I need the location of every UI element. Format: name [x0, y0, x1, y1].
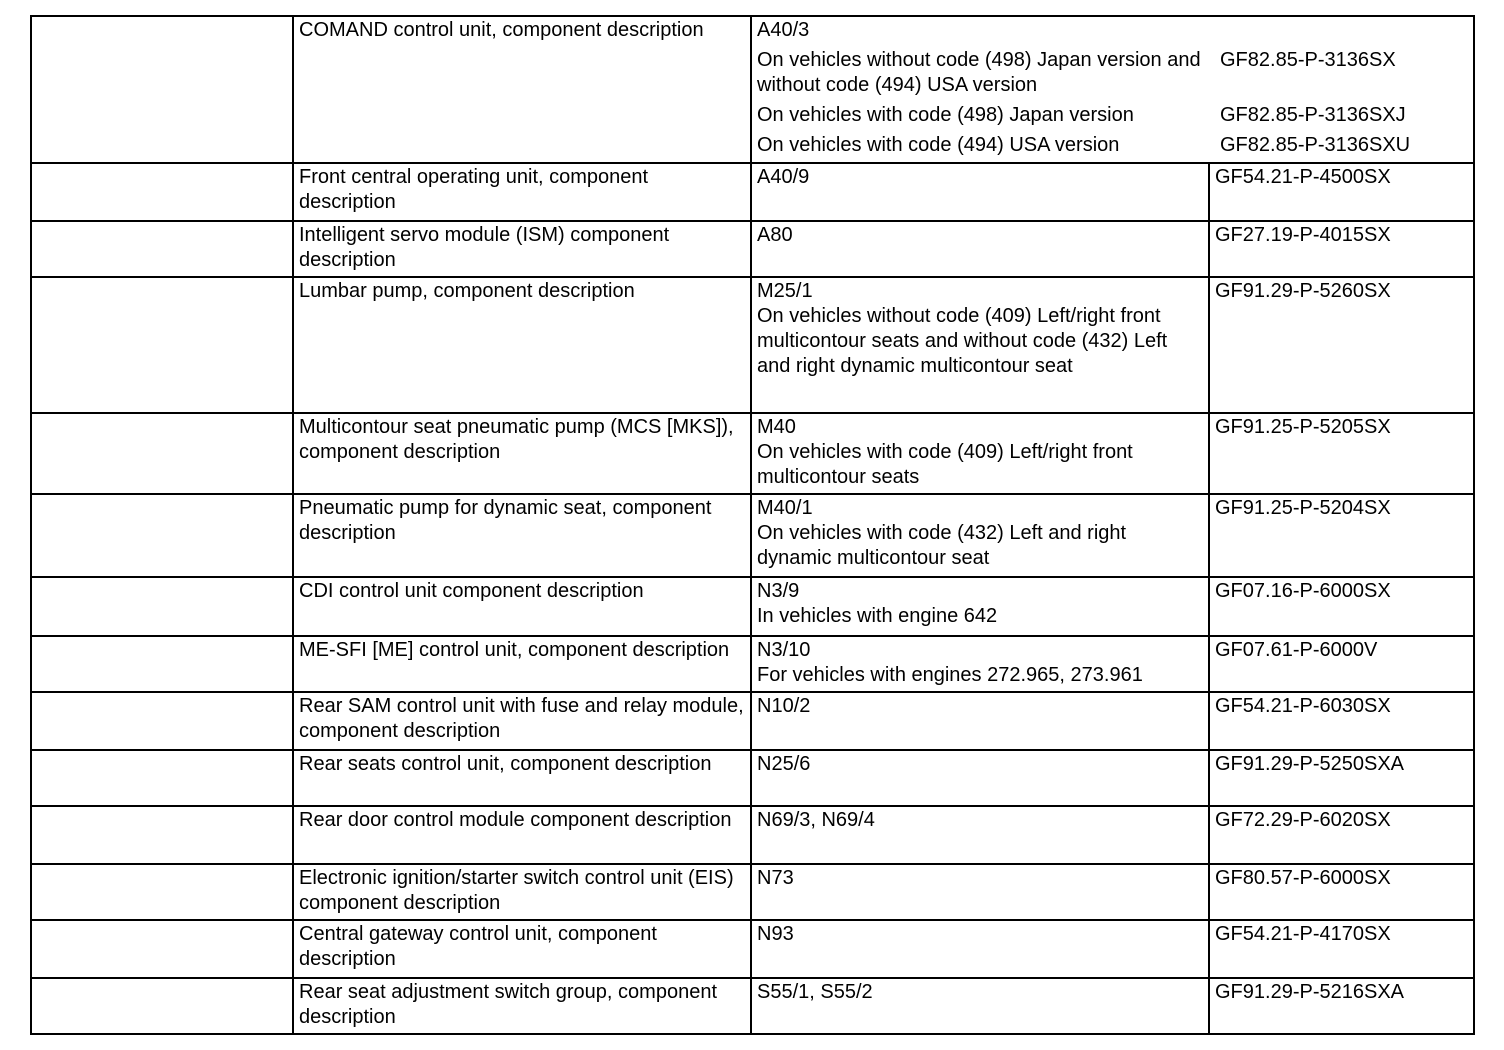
code-cell [751, 221, 1209, 277]
document-reference-link[interactable]: GF54.21-P-4170SX [1209, 920, 1474, 978]
table-row [31, 16, 1474, 163]
document-reference-link[interactable]: GF82.85-P-3136SXJ [1220, 104, 1406, 126]
code-cell [751, 163, 1209, 221]
document-reference-link[interactable]: GF82.85-P-3136SX [1220, 49, 1396, 71]
table-row [31, 920, 1474, 978]
document-reference-link[interactable]: GF80.57-P-6000SX [1209, 864, 1474, 920]
blank-cell [31, 978, 293, 1034]
table-row [31, 636, 1474, 692]
component-description: Rear seats control unit, component description [293, 750, 751, 806]
component-code: N3/10 [757, 639, 811, 661]
component-description: Central gateway control unit, component description [293, 920, 751, 978]
component-code: N73 [757, 867, 794, 889]
component-description: Rear SAM control unit with fuse and relay module, component description [293, 692, 751, 750]
variant-condition: On vehicles with code (498) Japan version [757, 104, 1134, 126]
variant-row [757, 133, 1473, 158]
blank-cell [31, 577, 293, 636]
code-cell [751, 636, 1209, 692]
code-cell [751, 920, 1209, 978]
blank-cell [31, 692, 293, 750]
blank-cell [31, 636, 293, 692]
component-code: N3/9 [757, 580, 800, 602]
table-row [31, 806, 1474, 864]
document-reference-link[interactable]: GF54.21-P-4500SX [1209, 163, 1474, 221]
component-code: N25/6 [757, 753, 811, 775]
variant-row [757, 48, 1473, 98]
table-row [31, 864, 1474, 920]
blank-cell [31, 864, 293, 920]
code-cell [751, 277, 1209, 413]
code-cell [751, 413, 1209, 494]
component-description: Rear door control module component description [293, 806, 751, 864]
blank-cell [31, 750, 293, 806]
component-code: A40/3 [757, 19, 810, 41]
code-cell [751, 806, 1209, 864]
blank-cell [31, 221, 293, 277]
document-reference-link[interactable]: GF91.25-P-5205SX [1209, 413, 1474, 494]
document-reference-link[interactable]: GF27.19-P-4015SX [1209, 221, 1474, 277]
component-description: Rear seat adjustment switch group, component description [293, 978, 751, 1034]
table-row [31, 577, 1474, 636]
blank-cell [31, 806, 293, 864]
variant-condition: On vehicles with code (494) USA version [757, 134, 1120, 156]
table-row [31, 221, 1474, 277]
component-note: In vehicles with engine 642 [757, 605, 998, 627]
component-code: M25/1 [757, 280, 813, 302]
component-description: Lumbar pump, component description [293, 277, 751, 413]
component-table [30, 15, 1475, 1035]
component-code: M40/1 [757, 497, 813, 519]
blank-cell [31, 413, 293, 494]
variant-row [757, 103, 1473, 128]
component-description: Pneumatic pump for dynamic seat, component description [293, 494, 751, 577]
component-code: N93 [757, 923, 794, 945]
table-row [31, 413, 1474, 494]
code-cell [751, 577, 1209, 636]
component-note: On vehicles with code (409) Left/right front multicontour seats [757, 441, 1133, 488]
component-code: A80 [757, 224, 793, 246]
variant-cell [751, 16, 1474, 163]
variant-condition: On vehicles without code (498) Japan version and without code (494) USA version [757, 49, 1201, 96]
blank-cell [31, 163, 293, 221]
blank-cell [31, 16, 293, 163]
component-description: Front central operating unit, component description [293, 163, 751, 221]
code-cell [751, 494, 1209, 577]
component-description: ME-SFI [ME] control unit, component description [293, 636, 751, 692]
table-row [31, 494, 1474, 577]
code-cell [751, 978, 1209, 1034]
code-cell [751, 750, 1209, 806]
table-row [31, 978, 1474, 1034]
document-reference-link[interactable]: GF07.16-P-6000SX [1209, 577, 1474, 636]
component-code: N69/3, N69/4 [757, 809, 875, 831]
component-description: Intelligent servo module (ISM) component description [293, 221, 751, 277]
component-description: Electronic ignition/starter switch control unit (EIS) component description [293, 864, 751, 920]
table-row [31, 750, 1474, 806]
document-reference-link[interactable]: GF54.21-P-6030SX [1209, 692, 1474, 750]
table-row [31, 277, 1474, 413]
component-note: For vehicles with engines 272.965, 273.961 [757, 664, 1143, 686]
component-code: S55/1, S55/2 [757, 981, 873, 1003]
code-cell [751, 864, 1209, 920]
component-code: N10/2 [757, 695, 811, 717]
document-reference-link[interactable]: GF72.29-P-6020SX [1209, 806, 1474, 864]
blank-cell [31, 277, 293, 413]
component-description: COMAND control unit, component description [293, 16, 751, 163]
document-reference-link[interactable]: GF91.29-P-5216SXA [1209, 978, 1474, 1034]
component-note: On vehicles with code (432) Left and right dynamic multicontour seat [757, 522, 1127, 569]
component-description: CDI control unit component description [293, 577, 751, 636]
document-reference-link[interactable]: GF07.61-P-6000V [1209, 636, 1474, 692]
document-reference-link[interactable]: GF91.25-P-5204SX [1209, 494, 1474, 577]
component-note: On vehicles without code (409) Left/right front multicontour seats and without code (432) Left and right dynamic multicontour seat [757, 305, 1168, 377]
table-row [31, 692, 1474, 750]
document-reference-link[interactable]: GF82.85-P-3136SXU [1220, 134, 1411, 156]
table-row [31, 163, 1474, 221]
document-reference-link[interactable]: GF91.29-P-5250SXA [1209, 750, 1474, 806]
component-code: M40 [757, 416, 796, 438]
component-description: Multicontour seat pneumatic pump (MCS [MKS]), component description [293, 413, 751, 494]
code-cell [751, 692, 1209, 750]
blank-cell [31, 494, 293, 577]
component-code: A40/9 [757, 166, 810, 188]
blank-cell [31, 920, 293, 978]
document-reference-link[interactable]: GF91.29-P-5260SX [1209, 277, 1474, 413]
